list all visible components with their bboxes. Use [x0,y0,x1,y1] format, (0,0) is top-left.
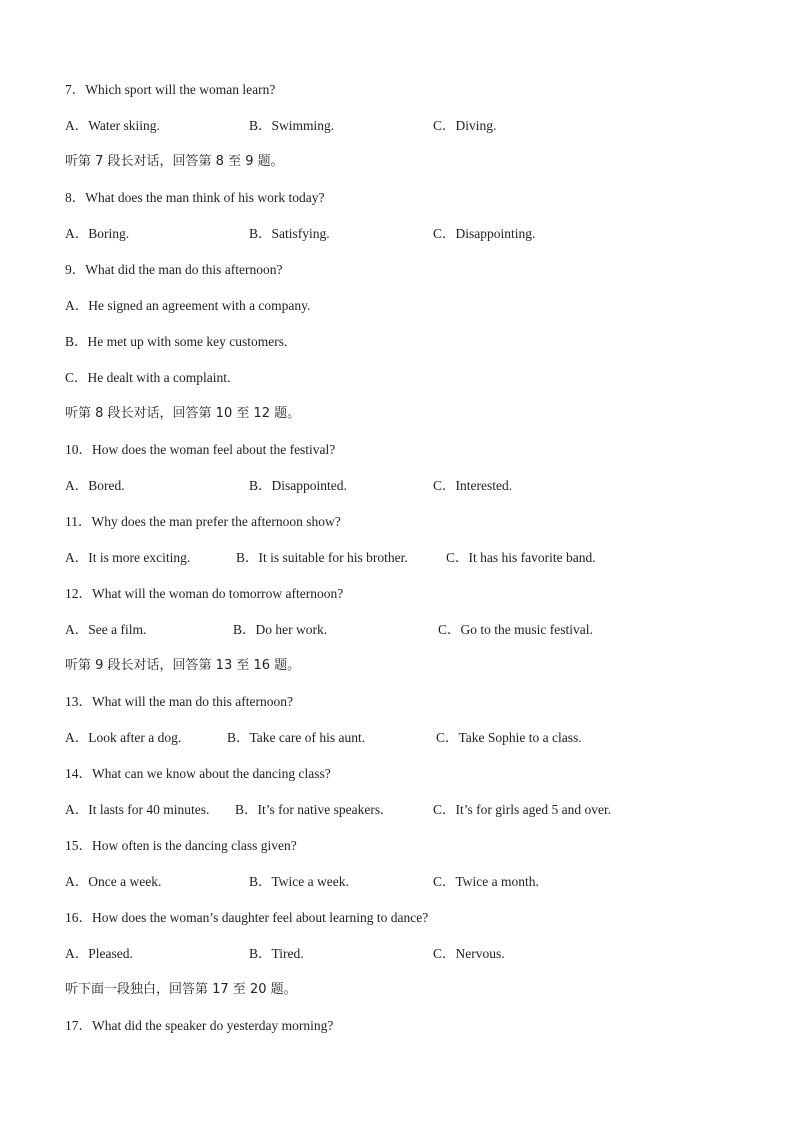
option-14b: B．It’s for native speakers. [235,802,384,817]
question-9: 9．What did the man do this afternoon? [65,262,283,277]
option-11b: B．It is suitable for his brother. [236,550,408,565]
option-8c: C．Disappointing. [433,226,536,241]
section-heading-monologue: 听下面一段独白，回答第 17 至 20 题。 [65,982,297,997]
option-7c: C．Diving. [433,118,497,133]
question-7: 7．Which sport will the woman learn? [65,82,276,97]
option-8a: A．Boring. [65,226,130,241]
section-heading-8: 听第 8 段长对话，回答第 10 至 12 题。 [65,406,301,421]
option-16b: B．Tired. [249,946,304,961]
question-12: 12．What will the woman do tomorrow afternoon? [65,586,344,601]
question-8: 8．What does the man think of his work today? [65,190,325,205]
question-10: 10．How does the woman feel about the festival? [65,442,336,457]
option-13c: C．Take Sophie to a class. [436,730,582,745]
option-10c: C．Interested. [433,478,513,493]
option-7b: B．Swimming. [249,118,335,133]
option-12a: A．See a film. [65,622,147,637]
option-9a: A．He signed an agreement with a company. [65,298,311,313]
option-14a: A．It lasts for 40 minutes. [65,802,210,817]
section-heading-9: 听第 9 段长对话，回答第 13 至 16 题。 [65,658,301,673]
option-16c: C．Nervous. [433,946,505,961]
question-15: 15．How often is the dancing class given? [65,838,297,853]
question-17: 17．What did the speaker do yesterday morning? [65,1018,334,1033]
option-13b: B．Take care of his aunt. [227,730,366,745]
question-13: 13．What will the man do this afternoon? [65,694,293,709]
option-15b: B．Twice a week. [249,874,349,889]
option-11a: A．It is more exciting. [65,550,191,565]
option-10a: A．Bored. [65,478,125,493]
section-heading-7: 听第 7 段长对话，回答第 8 至 9 题。 [65,154,284,169]
option-10b: B．Disappointed. [249,478,347,493]
question-11: 11．Why does the man prefer the afternoon show? [65,514,341,529]
option-14c: C．It’s for girls aged 5 and over. [433,802,612,817]
option-13a: A．Look after a dog. [65,730,182,745]
question-16: 16．How does the woman’s daughter feel about learning to dance? [65,910,429,925]
option-12c: C．Go to the music festival. [438,622,593,637]
option-16a: A．Pleased. [65,946,133,961]
option-15c: C．Twice a month. [433,874,539,889]
option-7a: A．Water skiing. [65,118,160,133]
option-12b: B．Do her work. [233,622,328,637]
question-14: 14．What can we know about the dancing class? [65,766,331,781]
option-9c: C．He dealt with a complaint. [65,370,231,385]
option-11c: C．It has his favorite band. [446,550,596,565]
option-9b: B．He met up with some key customers. [65,334,288,349]
option-15a: A．Once a week. [65,874,162,889]
option-8b: B．Satisfying. [249,226,330,241]
